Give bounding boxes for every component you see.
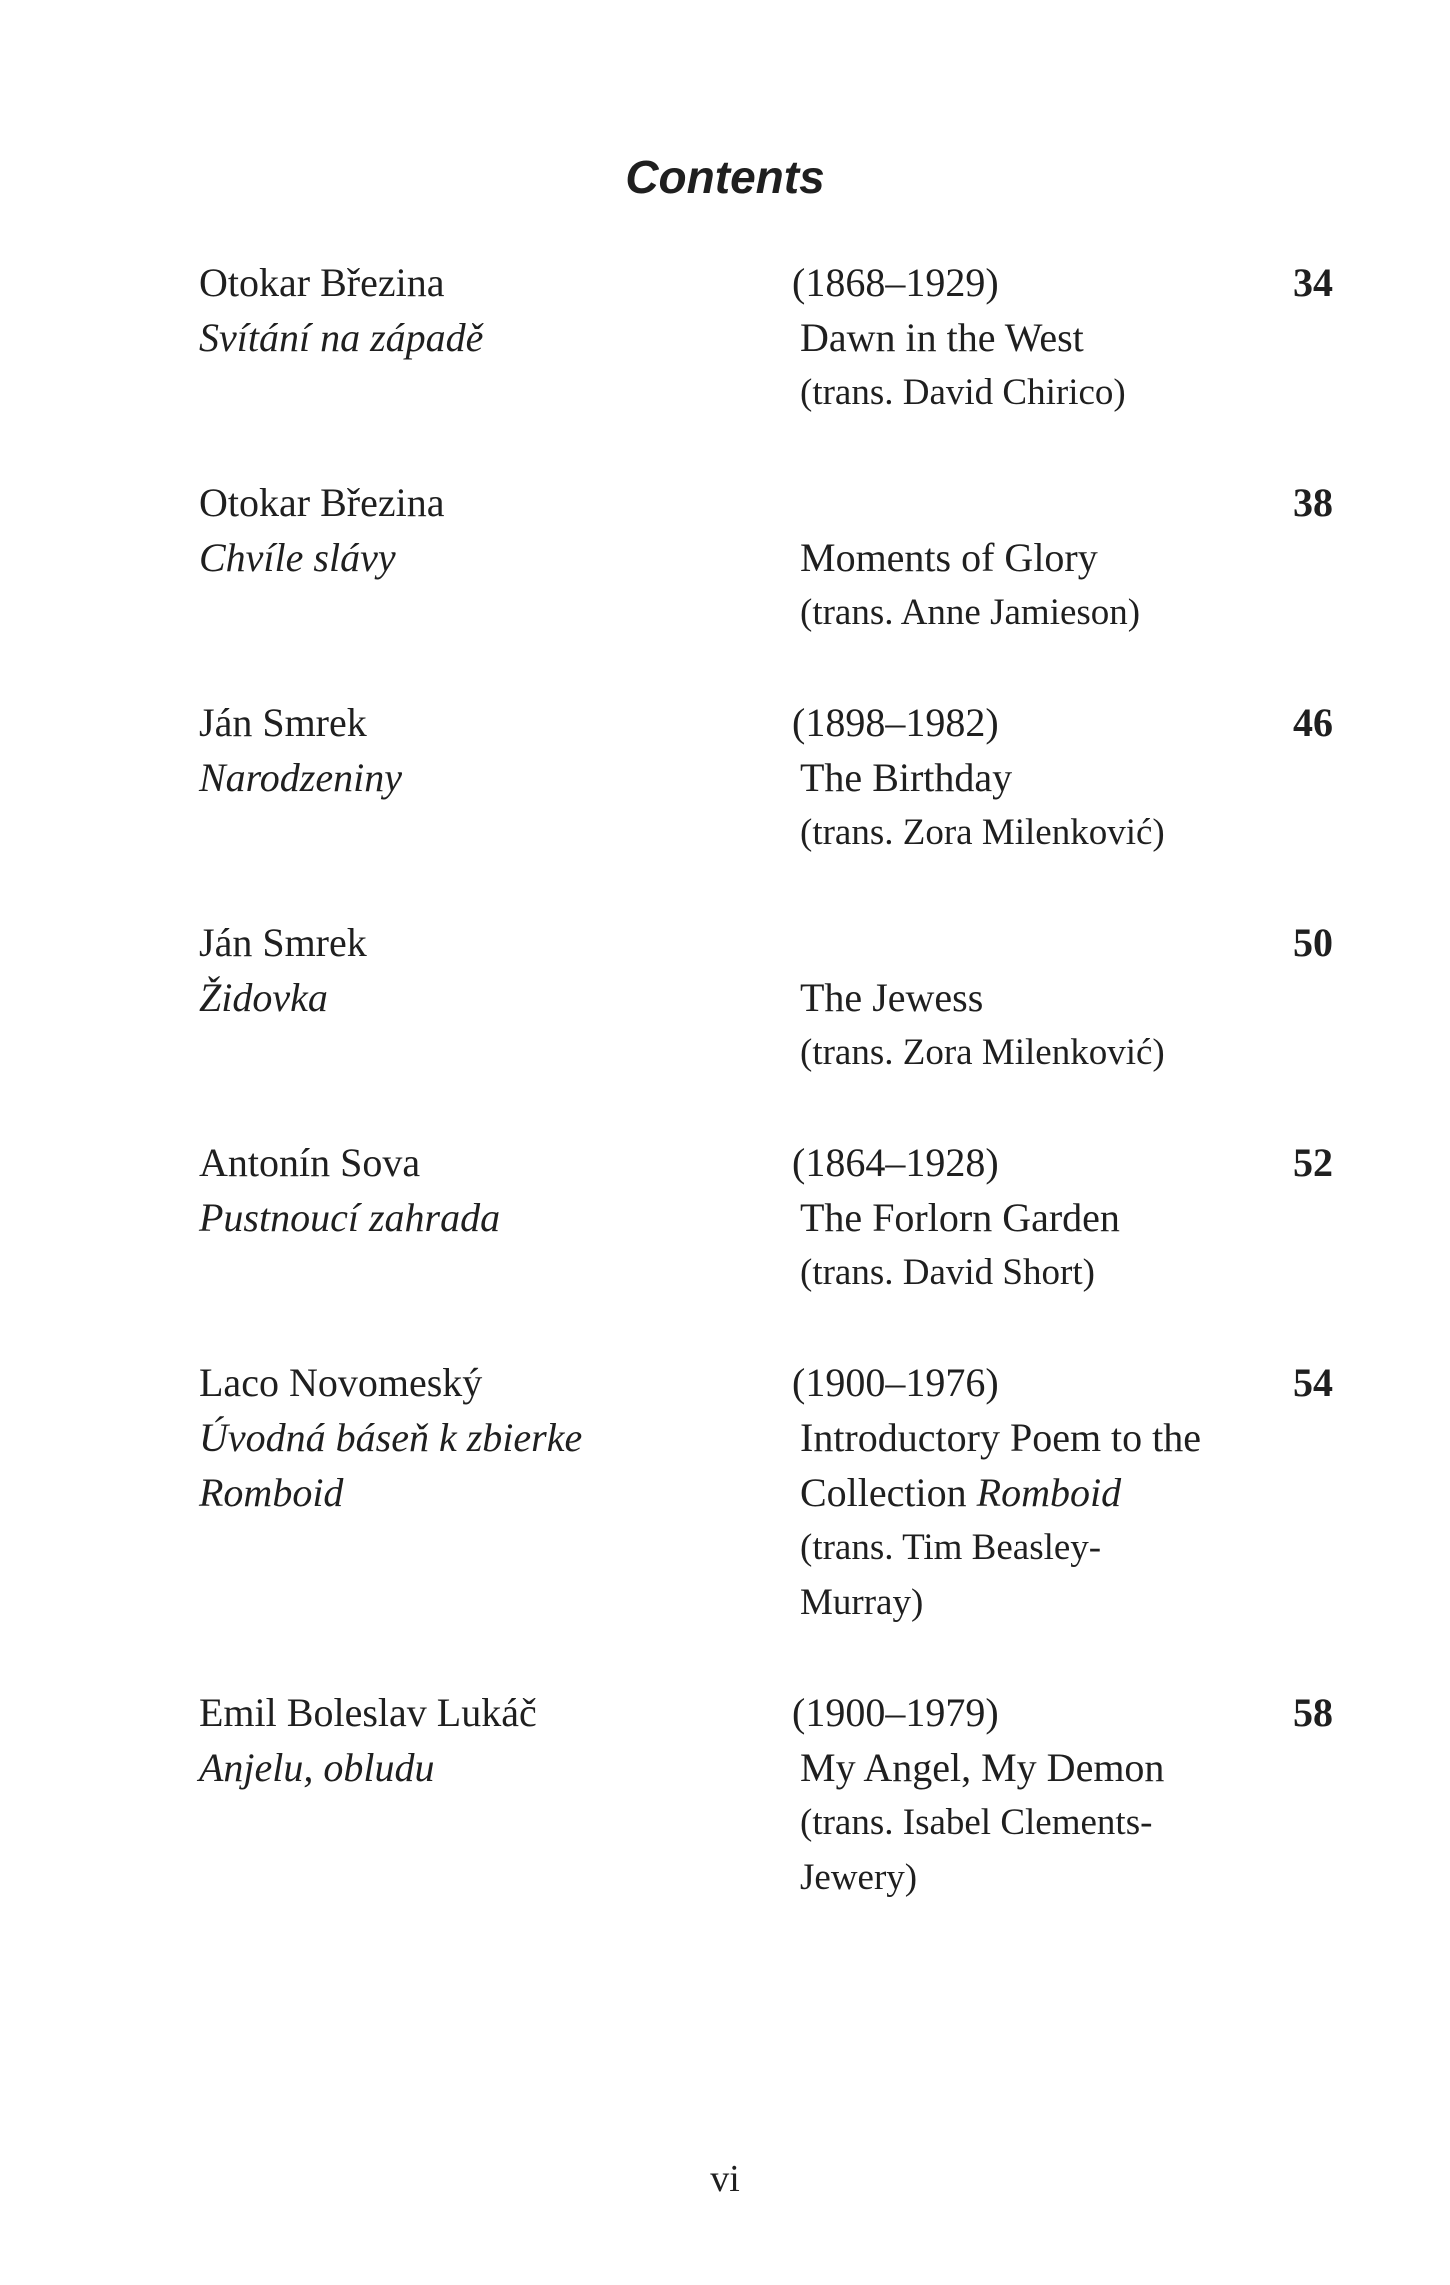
original-title: Židovka: [199, 975, 328, 1020]
translated-title: [800, 750, 1270, 805]
author-name: Ján Smrek: [199, 700, 367, 745]
title-text: Introductory Poem to the Collection: [800, 1415, 1202, 1515]
author-name: Otokar Březina: [199, 480, 445, 525]
translated-title: [800, 1740, 1270, 1795]
original-title: Úvodná báseň k zbierke Romboid: [199, 1415, 583, 1515]
page-number: 54: [1293, 1360, 1333, 1405]
title-text: Moments of Glory: [800, 535, 1098, 580]
original-title: Anjelu, obludu: [199, 1745, 435, 1790]
original-title: Pustnoucí zahrada: [199, 1195, 501, 1240]
title-text: Dawn in the West: [800, 315, 1084, 360]
original-title: Chvíle slávy: [199, 535, 396, 580]
author-dates: (1864–1928): [792, 1140, 999, 1185]
translator: (trans. David Chirico): [800, 372, 1126, 413]
page-number: 58: [1293, 1690, 1333, 1735]
author-dates: (1900–1979): [792, 1690, 999, 1735]
page-number: 46: [1293, 700, 1333, 745]
page-title: Contents: [625, 151, 825, 203]
original-title: Svítání na západě: [199, 315, 484, 360]
translated-title: [800, 310, 1270, 365]
author-name: Ján Smrek: [199, 920, 367, 965]
translator: (trans. Tim Beasley-Murray): [800, 1527, 1102, 1623]
translator: (trans. Zora Milenković): [800, 812, 1165, 853]
title-italic-text: Romboid: [976, 1470, 1122, 1515]
author-dates: (1900–1976): [792, 1360, 999, 1405]
page-number: 52: [1293, 1140, 1333, 1185]
author-dates: (1898–1982): [792, 700, 999, 745]
author-name: Antonín Sova: [199, 1140, 421, 1185]
title-text: My Angel, My Demon: [800, 1745, 1165, 1790]
title-text: The Forlorn Garden: [800, 1195, 1120, 1240]
translated-title: [800, 530, 1270, 585]
original-title: Narodzeniny: [199, 755, 402, 800]
page-number: 50: [1293, 920, 1333, 965]
title-text: The Jewess: [800, 975, 984, 1020]
translator: (trans. Isabel Clements-Jewery): [800, 1802, 1153, 1898]
translator: (trans. David Short): [800, 1252, 1095, 1293]
translator: (trans. Anne Jamieson): [800, 592, 1141, 633]
author-name: Laco Novomeský: [199, 1360, 483, 1405]
author-name: Emil Boleslav Lukáč: [199, 1690, 537, 1735]
translated-title: [800, 970, 1270, 1025]
page-number: 34: [1293, 260, 1333, 305]
translator: (trans. Zora Milenković): [800, 1032, 1165, 1073]
translated-title: [800, 1190, 1270, 1245]
page-folio: vi: [710, 2158, 740, 2200]
title-text: The Birthday: [800, 755, 1013, 800]
author-dates: (1868–1929): [792, 260, 999, 305]
author-name: Otokar Březina: [199, 260, 445, 305]
page-number: 38: [1293, 480, 1333, 525]
translated-title: [800, 1410, 1260, 1520]
